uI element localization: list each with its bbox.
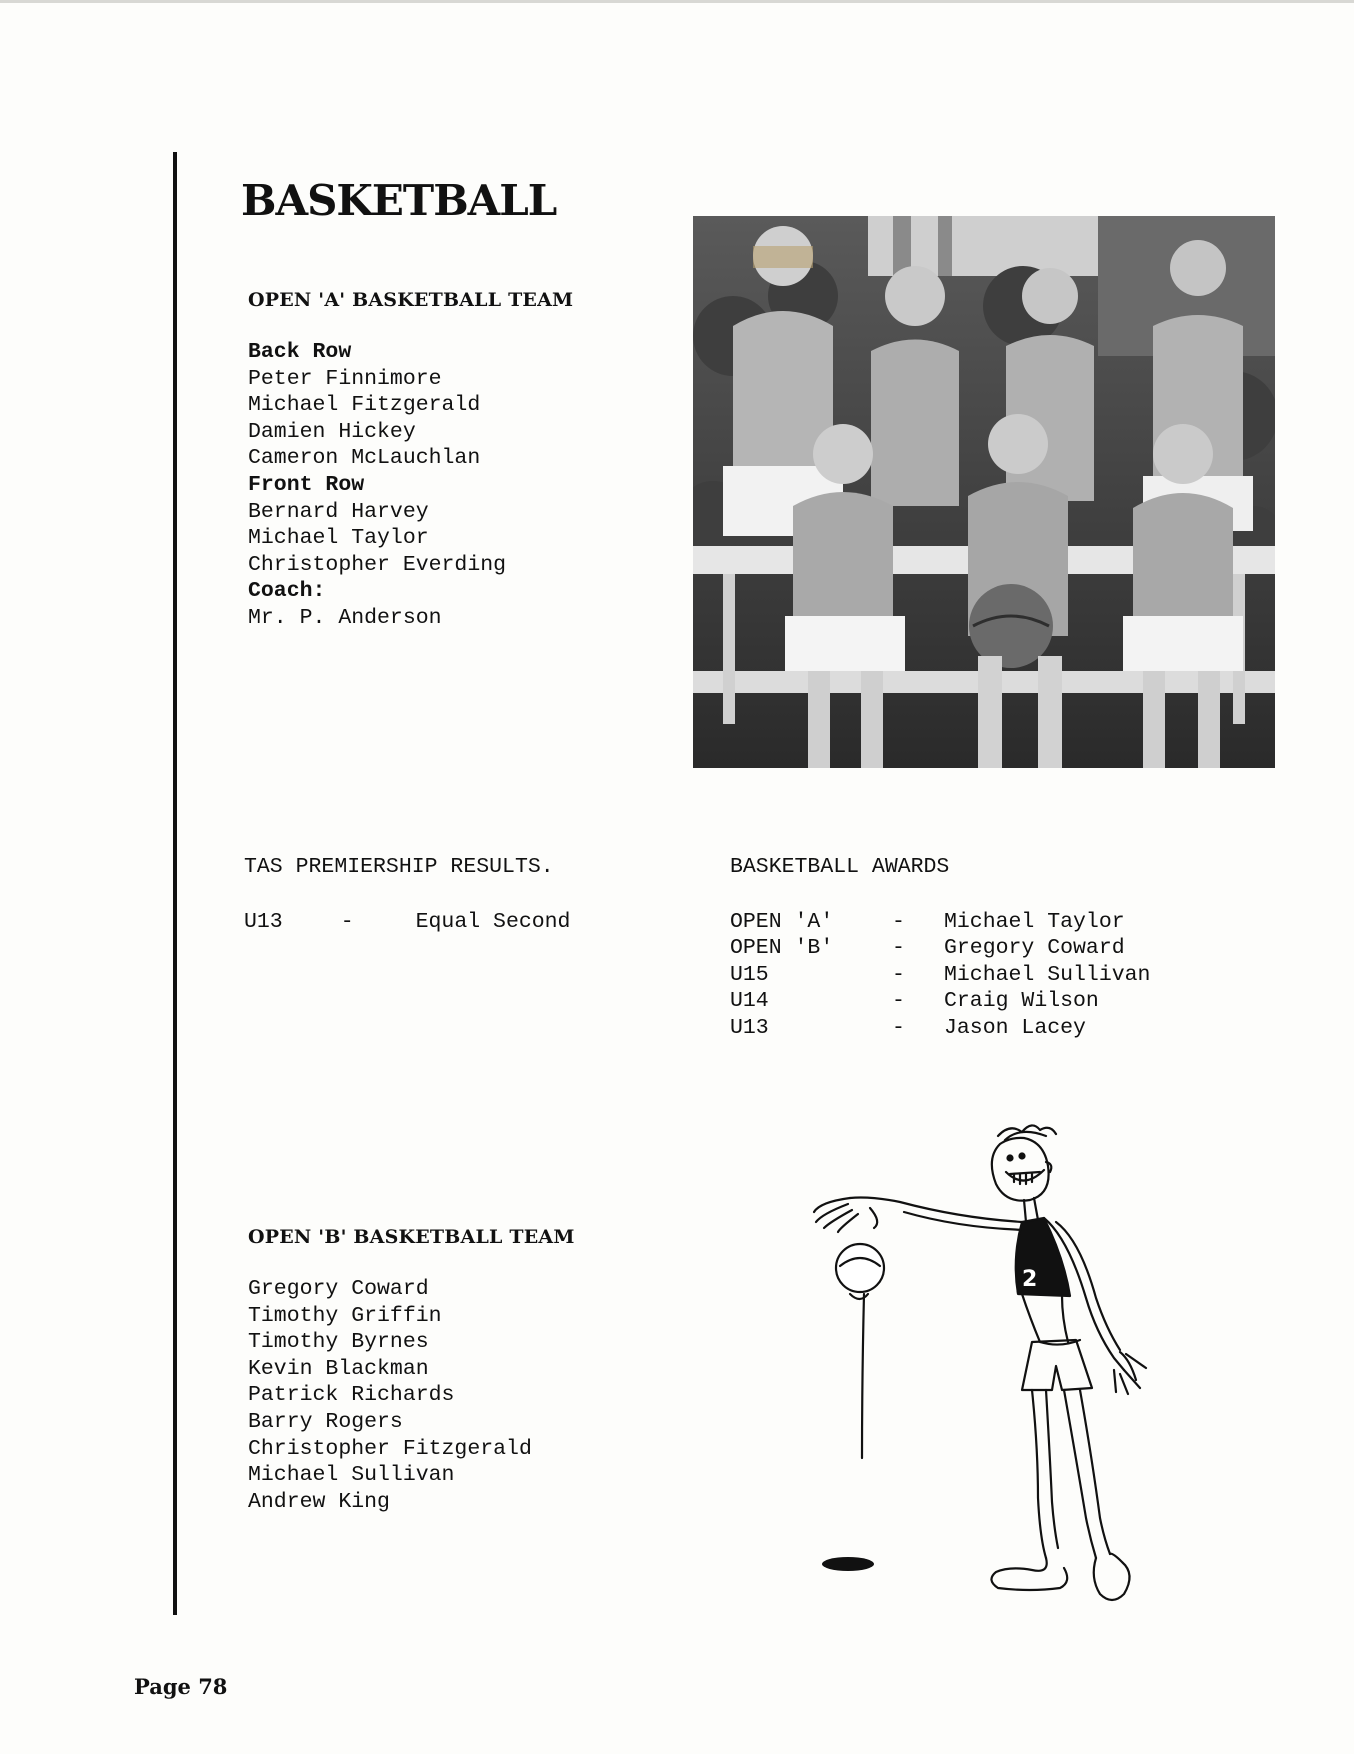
award-row bbox=[730, 962, 1150, 989]
award-grade: U15 bbox=[730, 962, 769, 987]
player-name: Peter Finnimore bbox=[248, 366, 442, 391]
award-row bbox=[730, 935, 1150, 962]
award-separator: - bbox=[892, 936, 905, 961]
player-name: Timothy Byrnes bbox=[248, 1330, 429, 1355]
cartoon-basketball-player bbox=[800, 1118, 1200, 1618]
award-separator: - bbox=[892, 962, 905, 987]
back-row-label: Back Row bbox=[248, 340, 352, 364]
player-name: Gregory Coward bbox=[248, 1277, 429, 1301]
player-name: Patrick Richards bbox=[248, 1383, 455, 1408]
left-margin-rule bbox=[173, 152, 177, 1615]
player-name: Cameron McLauchlan bbox=[248, 446, 481, 471]
open-a-heading: OPEN 'A' BASKETBALL TEAM bbox=[248, 289, 574, 311]
player-name: Timothy Griffin bbox=[248, 1303, 442, 1328]
team-photo bbox=[693, 216, 1275, 768]
player-name: Michael Sullivan bbox=[248, 1463, 455, 1488]
award-grade: U14 bbox=[730, 989, 769, 1014]
coach-label: Coach: bbox=[248, 579, 326, 604]
team-photo-illustration bbox=[693, 216, 1275, 768]
results-row bbox=[244, 909, 570, 936]
page-title: BASKETBALL bbox=[241, 176, 557, 225]
player-name: Bernard Harvey bbox=[248, 499, 429, 524]
award-grade: OPEN 'A' bbox=[730, 909, 834, 934]
player-name: Andrew King bbox=[248, 1489, 390, 1514]
results-value: Equal Second bbox=[415, 909, 571, 934]
results-grade: U13 bbox=[244, 909, 283, 934]
open-b-heading: OPEN 'B' BASKETBALL TEAM bbox=[248, 1226, 575, 1248]
award-separator: - bbox=[892, 989, 905, 1014]
award-recipient: Jason Lacey bbox=[944, 1015, 1086, 1040]
player-name: Michael Taylor bbox=[248, 526, 429, 551]
basketball-awards bbox=[730, 854, 1150, 1042]
player-name: Michael Fitzgerald bbox=[248, 393, 481, 418]
premiership-results bbox=[244, 854, 570, 935]
ball-shadow bbox=[822, 1557, 874, 1571]
open-a-roster bbox=[248, 287, 573, 632]
coach-name: Mr. P. Anderson bbox=[248, 605, 442, 630]
award-grade: U13 bbox=[730, 1015, 769, 1040]
award-recipient: Michael Taylor bbox=[944, 909, 1125, 934]
award-recipient: Craig Wilson bbox=[944, 989, 1099, 1014]
open-b-roster bbox=[248, 1224, 575, 1515]
award-grade: OPEN 'B' bbox=[730, 936, 834, 961]
award-separator: - bbox=[892, 909, 905, 934]
award-row bbox=[730, 1015, 1150, 1042]
award-recipient: Michael Sullivan bbox=[944, 962, 1151, 987]
awards-heading: BASKETBALL AWARDS bbox=[730, 855, 950, 879]
player-name: Christopher Everding bbox=[248, 552, 507, 577]
front-row-label: Front Row bbox=[248, 472, 365, 497]
results-heading: TAS PREMIERSHIP RESULTS. bbox=[244, 855, 554, 879]
player-name: Barry Rogers bbox=[248, 1409, 403, 1434]
player-name: Damien Hickey bbox=[248, 419, 416, 444]
player-name: Kevin Blackman bbox=[248, 1356, 429, 1381]
award-separator: - bbox=[892, 1015, 905, 1040]
award-row bbox=[730, 909, 1150, 936]
award-recipient: Gregory Coward bbox=[944, 936, 1125, 961]
player-name: Christopher Fitzgerald bbox=[248, 1436, 532, 1461]
page-edge bbox=[0, 0, 1354, 3]
award-row bbox=[730, 988, 1150, 1015]
page-number: Page 78 bbox=[134, 1674, 228, 1699]
jersey-number: 2 bbox=[1022, 1267, 1038, 1292]
results-separator: - bbox=[340, 909, 354, 934]
